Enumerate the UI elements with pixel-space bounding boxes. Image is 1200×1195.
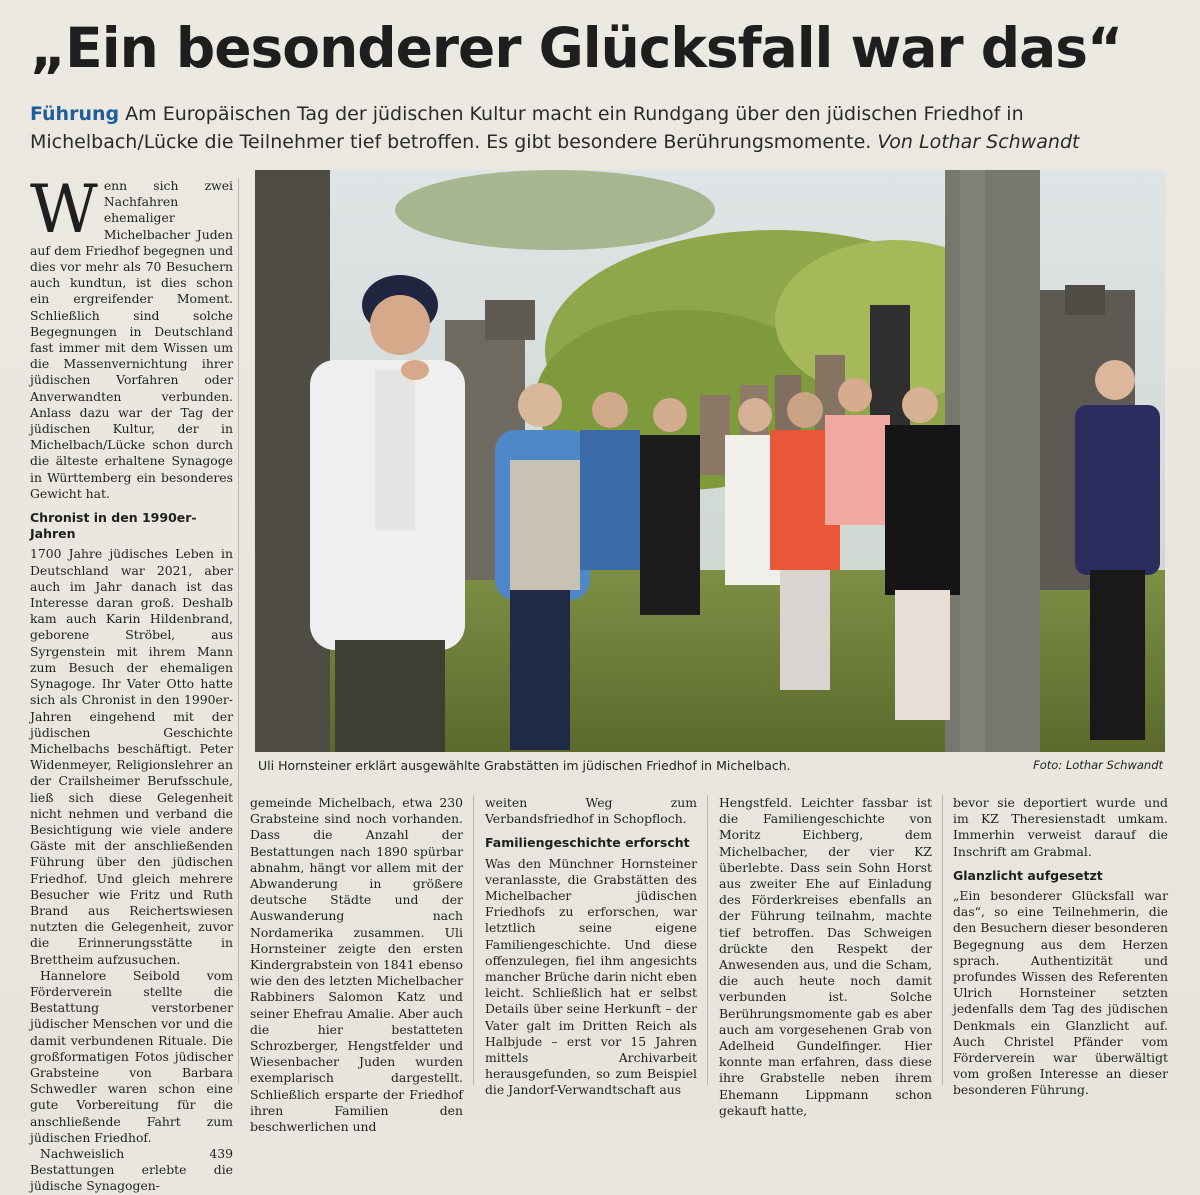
subheading: Chronist in den 1990er-Jahren (30, 510, 197, 542)
column-3 (485, 795, 697, 1099)
deck-text: Am Europäischen Tag der jüdischen Kultur macht ein Rundgang über den jüdischen Friedhof in Michelbach/Lücke die Teilnehmer tief betroffen. Es gibt besondere Berührungsmomente. (30, 103, 1024, 153)
paragraph: Was den Münchner Hornsteiner veranlasste, die Grabstätten des Michelbacher jüdischen Friedhofs zu erforschen, war letztlich seine eigene Familiengeschichte. Und diese offenzulegen, fiel ihm angesichts mancher Brüche darin nicht eben leicht. Schließlich hat er selbst Details über seine Herkunft – der Vater galt im Dritten Reich als Halbjude – erst vor 15 Jahren mittels Archivarbeit herausgefunden, so zum Beispiel die Jandorf-Verwandtschaft aus (485, 855, 697, 1098)
deck-kicker: Führung (30, 103, 120, 125)
article-photo (255, 170, 1165, 752)
photo-caption-bar (258, 758, 1163, 773)
column-1 (30, 171, 233, 1195)
column-5 (953, 795, 1168, 1099)
column-rule (942, 795, 943, 1085)
deck (30, 100, 1170, 156)
column-rule (473, 795, 474, 1085)
paragraph: bevor sie deportiert wurde und im KZ Theresienstadt umkam. Immerhin verweist darauf die Inschrift am Grabmal. (953, 795, 1168, 859)
paragraph: gemeinde Michelbach, etwa 230 Grabsteine sind noch vorhanden. Dass die Anzahl der Bestattungen nach 1890 spürbar abnahm, hängt vor allem mit der Abwanderung in größere deutsche Städte und der Auswanderung nach Nordamerika zusammen. Uli Hornsteiner zeigte den ersten Kindergrabstein von 1841 ebenso wie den des letzten Michelbacher Rabbiners Salomon Katz und seiner Ehefrau Amalie. Aber auch die hier bestatteten Schrozberger, Hengstfelder und Wiesenbacher Juden wurden exemplarisch dargestellt. Schließlich ersparte der Friedhof ihren Familien den beschwerlichen und (250, 795, 463, 1135)
paragraph: weiten Weg zum Verbandsfriedhof in Schopfloch. (485, 795, 697, 827)
byline: Von Lothar Schwandt (877, 131, 1080, 153)
photo-credit: Foto: Lothar Schwandt (1033, 758, 1163, 772)
dropcap: W (30, 171, 98, 248)
column-rule (238, 178, 239, 1083)
paragraph (30, 171, 233, 502)
column-2 (250, 795, 463, 1135)
column-rule (707, 795, 708, 1085)
paragraph: Hengstfeld. Leichter fassbar ist die Familiengeschichte von Moritz Eichberg, dem Michelbacher, der vier KZ überlebte. Dass sein Sohn Horst aus zweiter Ehe auf Einladung des Förderkreises ebenfalls an der Führung teilnahm, machte tief betroffen. Das Schweigen drückte den Respekt der Anwesenden aus, und die Scham, die auch heute noch damit verbunden ist. Solche Berührungsmomente gab es aber auch am vorgesehenen Grab von Adelheid Gundelfinger. Hier konnte man erfahren, dass diese ihre Grabstelle neben ihrem Ehemann Lippmann schon gekauft hatte, (719, 795, 932, 1118)
paragraph: Nachweislich 439 Bestattungen erlebte die jüdische Synagogen- (30, 1145, 233, 1194)
paragraph: „Ein besonderer Glücksfall war das“, so eine Teilnehmerin, die den Besuchern dieser besonderen Begegnung aus dem Herzen sprach. Authentizität und profundes Wissen des Referenten Ulrich Hornsteiner setzten jedenfalls dem Tag des jüdischen Denkmals ein Glanzlicht auf. Auch Christel Pfänder vom Förderverein war überwältigt vom großen Interesse an dieser besonderen Führung. (953, 888, 1168, 1098)
cemetery-group-photo (255, 170, 1165, 752)
paragraph: 1700 Jahre jüdisches Leben in Deutschland war 2021, aber auch im Jahr danach ist das Interesse daran groß. Deshalb kam auch Karin Hildenbrand, geborene Ströbel, aus Syrgenstein mit ihrem Mann zum Besuch der ehemaligen Synagoge. Ihr Vater Otto hatte sich als Chronist in den 1990er-Jahren eingehend mit der jüdischen Geschichte Michelbachs beschäftigt. Peter Widenmeyer, Religionslehrer an der Crailsheimer Berufsschule, ließ sich diese Gelegenheit nicht nehmen und verband die Besichtigung wie viele andere Gäste mit der anschließenden Führung über den jüdischen Friedhof. Und gleich mehrere Besucher wie Fritz und Ruth Brand aus Reichertswiesen nutzten die Gelegenheit, zuvor die Erinnerungsstätte in Brettheim aufzusuchen. (30, 546, 233, 967)
paragraph: Hannelore Seibold vom Förderverein stellte die Bestattung verstorbener jüdischer Menschen vor und die damit verbundenen Rituale. Die großformatigen Fotos jüdischer Grabsteine von Barbara Schwedler waren schon eine gute Vorbereitung für die anschließende Fahrt zum jüdischen Friedhof. (30, 967, 233, 1145)
paragraph-text: enn sich zwei Nachfahren ehemaliger Michelbacher Juden auf dem Friedhof begegnen und dies vor mehr als 70 Besuchern auch kundtun, ist dies schon ein ergreifender Moment. Schließlich sind solche Begegnungen in Deutschland fast immer mit dem Wissen um die Massenvernichtung ihrer jüdischen Vorfahren oder Anverwandten verbunden. Anlass dazu war der Tag der jüdischen Kultur, der in Michelbach/Lücke schon durch die älteste erhaltene Synagoge in Württemberg ein besonderes Gewicht hat. (30, 178, 233, 501)
headline: „Ein besonderer Glücksfall war das“ (30, 16, 1123, 80)
subheading: Familiengeschichte erforscht (485, 835, 690, 851)
photo-caption: Uli Hornsteiner erklärt ausgewählte Grabstätten im jüdischen Friedhof in Michelbach. (258, 758, 791, 773)
subheading: Glanzlicht aufgesetzt (953, 867, 1103, 883)
column-4 (719, 795, 932, 1119)
